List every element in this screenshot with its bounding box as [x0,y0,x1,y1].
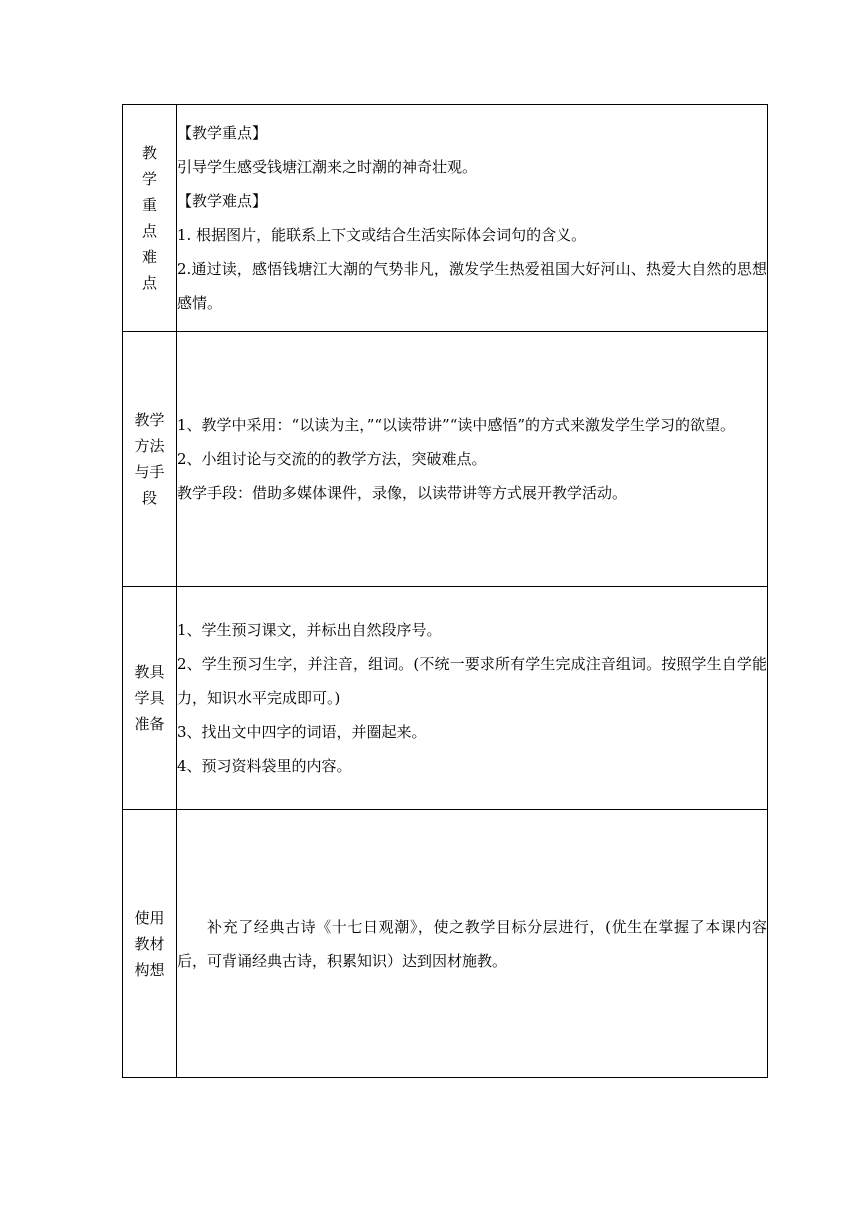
content-line: 1. 根据图片，能联系上下文或结合生活实际体会词句的含义。 [177,226,587,244]
section-heading: 【教学重点】 [177,124,268,142]
content-paragraph: 1、教学中采用：“以读为主，”“以读带讲”“读中感悟”的方式来激发学生学习的欲望。 [177,416,736,434]
table-row [123,810,768,1078]
row-label: 使用教材构想 [134,908,165,979]
content-line: 4、预习资料袋里的内容。 [177,757,352,775]
lesson-plan-table [122,104,768,1078]
section-heading: 【教学难点】 [177,192,268,210]
table-row [123,587,768,810]
row-label-cell [123,332,177,587]
content-paragraph: 2、学生预习生字，并注音，组词。(不统一要求所有学生完成注音组词。按照学生自学能力，知识水平完成即可。) [177,655,767,707]
row-content-cell [177,810,768,1078]
table-row [123,105,768,332]
content-line: 3、找出文中四字的词语，并圈起来。 [177,723,427,741]
content-paragraph: 补充了经典古诗《十七日观潮》，使之教学目标分层进行，(优生在掌握了本课内容后，可背诵经典古诗，积累知识）达到因材施教。 [177,917,767,970]
content-line: 2、小组讨论与交流的的教学方法，突破难点。 [177,450,487,468]
row-label: 教具学具准备 [134,663,165,733]
row-content-cell [177,332,768,587]
row-label-cell [123,810,177,1078]
content-line: 引导学生感受钱塘江潮来之时潮的神奇壮观。 [177,158,478,176]
row-content-cell [177,587,768,810]
row-label-cell [123,105,177,332]
row-label: 教学重点难点 [141,144,157,292]
table-row [123,332,768,587]
content-paragraph: 2.通过读，感悟钱塘江大潮的气势非凡，激发学生热爱祖国大好河山、热爱大自然的思想感情。 [177,260,767,312]
content-line: 教学手段：借助多媒体课件，录像，以读带讲等方式展开教学活动。 [177,484,628,502]
row-label-cell [123,587,177,810]
content-line: 1、学生预习课文，并标出自然段序号。 [177,621,442,639]
row-content-cell [177,105,768,332]
row-label: 教学方法与手段 [134,411,165,507]
